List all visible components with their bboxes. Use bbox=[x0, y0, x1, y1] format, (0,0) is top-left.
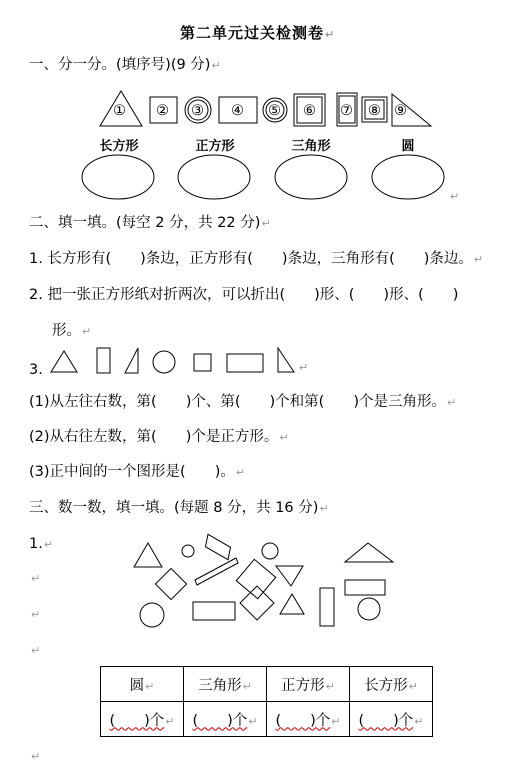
label-rectangle: 长方形 bbox=[99, 139, 139, 154]
question-2-2-line2: 形。↵ bbox=[52, 323, 92, 339]
count-rectangle-tilted bbox=[202, 534, 234, 559]
question-3-1-label: 1.↵ bbox=[29, 536, 54, 552]
count-table bbox=[100, 666, 433, 737]
shape-number-6: ⑥ bbox=[303, 103, 316, 119]
section2-heading: 二、填一填。(每空 2 分，共 22 分)↵ bbox=[29, 215, 271, 231]
count-square-3 bbox=[240, 586, 274, 620]
section3-heading: 三、数一数，填一填。(每题 8 分，共 16 分)↵ bbox=[29, 500, 329, 516]
q3-shape-triangle bbox=[51, 351, 77, 372]
label-square: 正方形 bbox=[195, 139, 235, 154]
oval-square bbox=[178, 155, 250, 199]
shape-number-5: ⑤ bbox=[268, 103, 281, 119]
shape-number-4: ④ bbox=[231, 103, 244, 119]
count-rectangle-2 bbox=[193, 602, 235, 620]
q3-shape-rectangle-tall bbox=[97, 348, 110, 373]
count-line-rectangle bbox=[195, 558, 238, 585]
question-2-3-sub2: (2)从右往左数，第( )个是正方形。↵ bbox=[29, 429, 289, 445]
q3-shape-rectangle-wide bbox=[227, 354, 263, 372]
shape-number-8: ⑧ bbox=[368, 103, 381, 119]
oval-triangle bbox=[275, 155, 347, 199]
table-header-rectangle: 长方形↵ bbox=[350, 667, 433, 702]
oval-rectangle bbox=[82, 155, 154, 199]
q3-shape-triangle-3 bbox=[278, 348, 294, 372]
question-2-2-line1: 2. 把一张正方形纸对折两次，可以折出( )形、( )形、( ) bbox=[29, 287, 459, 303]
shape-number-7: ⑦ bbox=[340, 103, 353, 119]
q3-shape-triangle-2 bbox=[125, 348, 138, 373]
table-header-circle: 圆↵ bbox=[101, 667, 184, 702]
table-answer-triangle[interactable]: ( )个↵ bbox=[184, 702, 267, 737]
table-answer-row bbox=[101, 702, 433, 737]
shape-number-3: ③ bbox=[191, 103, 204, 119]
oval-circle bbox=[372, 155, 444, 199]
question-2-3-label: 3. bbox=[29, 362, 43, 378]
page-title: 第二单元过关检测卷↵ bbox=[180, 24, 336, 42]
table-answer-circle[interactable]: ( )个↵ bbox=[101, 702, 184, 737]
shape-number-1: ① bbox=[113, 103, 126, 119]
count-square-tilted bbox=[155, 568, 186, 599]
question-2-1: 1. 长方形有( )条边，正方形有( )条边，三角形有( )条边。↵ bbox=[29, 251, 484, 267]
count-rectangle-3 bbox=[320, 588, 334, 626]
section1-heading: 一、分一分。(填序号)(9 分)↵ bbox=[29, 57, 221, 73]
count-circle-4 bbox=[358, 598, 380, 620]
count-triangle-1 bbox=[134, 543, 162, 567]
q3-shape-square bbox=[194, 354, 211, 371]
count-circle-2 bbox=[262, 543, 278, 559]
shape-number-2: ② bbox=[156, 103, 169, 119]
count-circle-small bbox=[182, 545, 194, 557]
label-triangle: 三角形 bbox=[291, 139, 331, 154]
table-answer-rectangle[interactable]: ( )个↵ bbox=[350, 702, 433, 737]
table-header-triangle: 三角形↵ bbox=[184, 667, 267, 702]
count-square-tilted-2 bbox=[236, 559, 275, 598]
count-circle-3 bbox=[140, 603, 164, 627]
shape-number-9: ⑨ bbox=[394, 103, 407, 119]
table-answer-square[interactable]: ( )个↵ bbox=[267, 702, 350, 737]
table-header-square: 正方形↵ bbox=[267, 667, 350, 702]
count-triangle-4 bbox=[280, 594, 304, 614]
count-triangle-3 bbox=[276, 566, 303, 586]
table-header-row bbox=[101, 667, 433, 702]
question-2-3-sub1: (1)从左往右数，第( )个、第( )个和第( )个是三角形。↵ bbox=[29, 394, 457, 410]
label-circle: 圆 bbox=[401, 139, 415, 154]
count-triangle-2 bbox=[345, 543, 393, 562]
count-rectangle-1 bbox=[345, 580, 385, 595]
question-2-3-sub3: (3)正中间的一个图形是( )。↵ bbox=[29, 464, 246, 480]
q3-shape-circle bbox=[153, 351, 175, 373]
